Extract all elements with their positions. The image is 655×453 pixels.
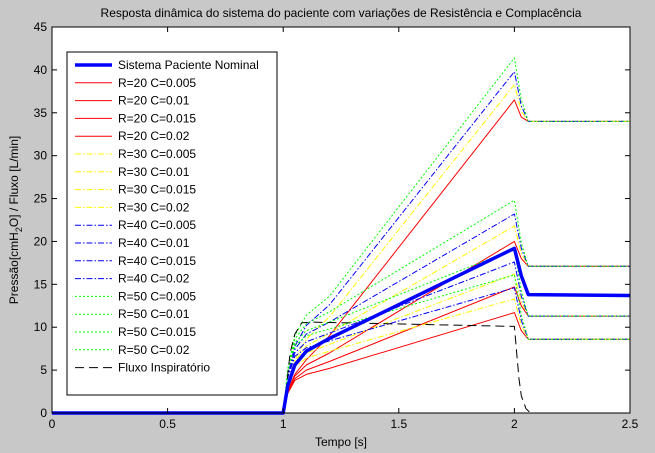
legend-label: R=50 C=0.02: [118, 342, 190, 357]
y-axis-label-part1: Pressão[cmH: [7, 232, 21, 305]
y-tick-label: 10: [33, 320, 47, 335]
legend-label: R=30 C=0.015: [118, 182, 197, 197]
legend-label: R=20 C=0.01: [118, 93, 190, 108]
y-tick-label: 40: [33, 62, 47, 77]
y-tick-label: 25: [33, 191, 47, 206]
y-axis-label-part2: O] / Fluxo [L/min]: [7, 135, 21, 228]
legend-label: R=30 C=0.005: [118, 147, 197, 161]
y-tick-label: 0: [40, 406, 47, 420]
x-tick-label: 2.5: [621, 417, 639, 431]
y-axis-label: [7, 136, 24, 304]
legend-label: R=50 C=0.01: [118, 307, 190, 322]
legend-label: R=50 C=0.005: [118, 289, 197, 304]
legend-label: R=40 C=0.015: [118, 253, 197, 268]
legend-label: R=20 C=0.015: [118, 111, 197, 126]
legend-label: R=40 C=0.005: [118, 218, 197, 233]
legend-label: R=50 C=0.015: [118, 325, 197, 339]
legend: [67, 52, 277, 395]
y-tick-label: 45: [33, 20, 47, 34]
x-tick-label: 0: [48, 417, 56, 431]
legend-label: R=20 C=0.005: [118, 75, 197, 90]
legend-label: Sistema Paciente Nominal: [118, 58, 259, 72]
chart-title: Resposta dinâmica do sistema do paciente com variações de Resistência e Complacência: [100, 6, 582, 20]
x-tick-label: 2: [511, 417, 518, 431]
legend-label: R=30 C=0.01: [118, 164, 190, 179]
y-tick-label: 5: [40, 363, 47, 378]
legend-label: R=20 C=0.02: [118, 129, 190, 144]
y-axis-label-subscript: 2: [14, 227, 24, 233]
y-tick-label: 30: [33, 148, 47, 163]
legend-label: R=30 C=0.02: [118, 200, 190, 215]
x-axis-label: Tempo [s]: [314, 435, 368, 449]
x-tick-label: 0.5: [159, 417, 176, 431]
y-tick-label: 35: [33, 105, 47, 120]
y-tick-label: 20: [33, 234, 47, 249]
x-tick-label: 1: [279, 417, 287, 431]
y-tick-label: 15: [33, 277, 47, 292]
legend-label: R=40 C=0.02: [118, 271, 190, 286]
legend-label: Fluxo Inspiratório: [118, 360, 211, 375]
x-tick-label: 1.5: [390, 417, 408, 431]
legend-label: R=40 C=0.01: [118, 236, 190, 250]
